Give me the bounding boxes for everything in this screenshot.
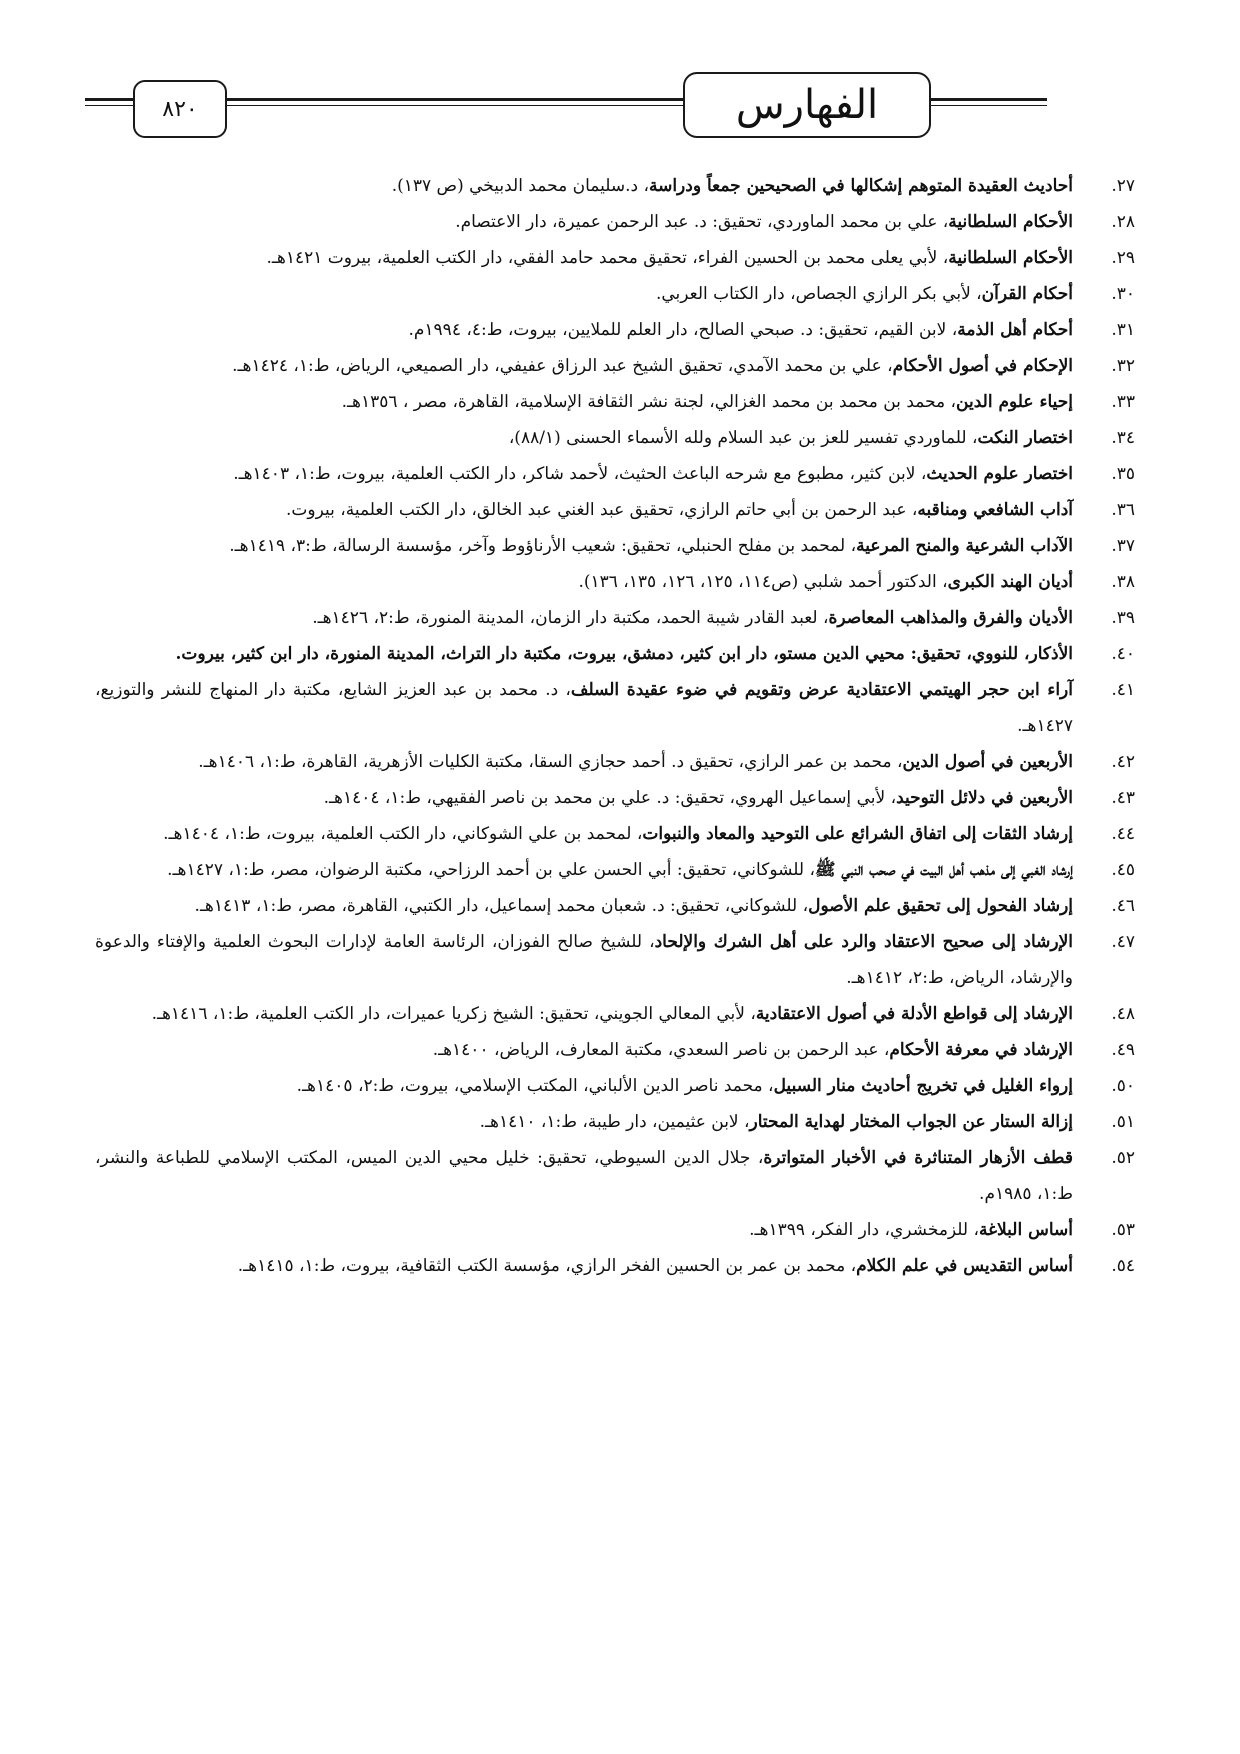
entry-title: الأحكام السلطانية [948, 212, 1073, 232]
entry-number: ٣٤. [1111, 428, 1135, 448]
entry-title: الأذكار، للنووي، تحقيق: محيي الدين مستو، دار ابن كثير، دمشق، بيروت، مكتبة دار التراث، المدينة المنورة، دار ابن كثير، بيروت. [175, 644, 1073, 664]
entry-title: الأحكام السلطانية [948, 248, 1073, 268]
entry-title: آراء ابن حجر الهيتمي الاعتقادية عرض وتقويم في ضوء عقيدة السلف [570, 680, 1073, 700]
entry-number: ٤٠. [1111, 644, 1135, 664]
entry-title: أحكام أهل الذمة [957, 320, 1073, 340]
entry-number: ٢٧. [1111, 176, 1135, 196]
page-number: ٨٢٠ [133, 80, 227, 138]
entry-details: ، د.سليمان محمد الدبيخي (ص ١٣٧). [391, 176, 649, 196]
entry-number: ٣٦. [1111, 500, 1135, 520]
entry-details: ، للشيخ صالح الفوزان، الرئاسة العامة لإدارات البحوث العلمية والإفتاء والدعوة والإرشاد، الرياض، ط:٢، ١٤١٢هـ. [95, 932, 1073, 988]
entry-title: أحاديث العقيدة المتوهم إشكالها في الصحيحين جمعاً ودراسة [648, 176, 1073, 196]
entry-details: ، لأبي المعالي الجويني، تحقيق: الشيخ زكريا عميرات، دار الكتب العلمية، ط:١، ١٤١٦هـ. [151, 1004, 756, 1024]
header-rule-left-inner [85, 105, 133, 106]
entry-number: ٣١. [1111, 320, 1135, 340]
list-item [95, 780, 1135, 816]
entry-number: ٤٤. [1111, 824, 1135, 844]
header-rule-left-outer [85, 98, 133, 101]
list-item [95, 1212, 1135, 1248]
list-item [95, 240, 1135, 276]
entry-text [95, 1212, 1073, 1248]
list-item [95, 1032, 1135, 1068]
list-item [95, 996, 1135, 1032]
entry-details: ، للماوردي تفسير للعز بن عبد السلام ولله الأسماء الحسنى (٨٨/١)، [508, 428, 978, 448]
list-item [95, 636, 1135, 672]
list-item [95, 600, 1135, 636]
entry-number: ٣٨. [1111, 572, 1135, 592]
list-item [95, 816, 1135, 852]
list-item [95, 564, 1135, 600]
entry-number: ٤٥. [1111, 860, 1135, 880]
entry-details: ، لأبي إسماعيل الهروي، تحقيق: د. علي بن محمد بن ناصر الفقيهي، ط:١، ١٤٠٤هـ. [323, 788, 897, 808]
entry-text [95, 384, 1073, 420]
entry-details: ، لأبي بكر الرازي الجصاص، دار الكتاب العربي. [655, 284, 982, 304]
header-rule-right-inner [931, 105, 1047, 106]
entry-text [95, 240, 1073, 276]
bibliography-list [95, 168, 1135, 1284]
entry-number: ٤٨. [1111, 1004, 1135, 1024]
entry-details: ، لمحمد بن مفلح الحنبلي، تحقيق: شعيب الأرناؤوط وآخر، مؤسسة الرسالة، ط:٣، ١٤١٩هـ. [229, 536, 857, 556]
entry-details: ، للشوكاني، تحقيق: د. شعبان محمد إسماعيل، دار الكتبي، القاهرة، مصر، ط:١، ١٤١٣هـ. [194, 896, 809, 916]
entry-text [95, 1140, 1073, 1212]
entry-text [95, 1068, 1073, 1104]
entry-title: إرشاد الفحول إلى تحقيق علم الأصول [808, 896, 1073, 916]
entry-details: ، لأبي يعلى محمد بن الحسين الفراء، تحقيق محمد حامد الفقي، دار الكتب العلمية، بيروت ١٤٢١هـ. [266, 248, 949, 268]
entry-details: ، للشوكاني، تحقيق: أبي الحسن علي بن أحمد الرزاحي، مكتبة الرضوان، مصر، ط:١، ١٤٢٧هـ. [167, 860, 815, 880]
entry-title: الإرشاد إلى صحيح الاعتقاد والرد على أهل الشرك والإلحاد [654, 932, 1073, 952]
entry-number: ٤٣. [1111, 788, 1135, 808]
entry-text [95, 1104, 1073, 1140]
entry-details: ، محمد ناصر الدين الألباني، المكتب الإسلامي، بيروت، ط:٢، ١٤٠٥هـ. [296, 1076, 774, 1096]
entry-text [95, 888, 1073, 924]
list-item [95, 1068, 1135, 1104]
entry-title: أساس التقديس في علم الكلام [856, 1256, 1073, 1276]
entry-title: إرواء الغليل في تخريج أحاديث منار السبيل [773, 1076, 1073, 1096]
entry-title: الإحكام في أصول الأحكام [892, 356, 1073, 376]
list-item [95, 420, 1135, 456]
entry-title: أساس البلاغة [979, 1220, 1073, 1240]
entry-details: ، جلال الدين السيوطي، تحقيق: خليل محيي الدين الميس، المكتب الإسلامي للطباعة والنشر، ط:١، ١٩٨٥م. [95, 1148, 1073, 1204]
entry-number: ٥٣. [1111, 1220, 1135, 1240]
entry-title: اختصار علوم الحديث [926, 464, 1073, 484]
entry-details: ، محمد بن عمر بن الحسين الفخر الرازي، مؤسسة الكتب الثقافية، بيروت، ط:١، ١٤١٥هـ. [237, 1256, 857, 1276]
entry-title: إرشاد الغبي إلى مذهب أهل البيت في صحب النبي ﷺ [814, 860, 1073, 880]
entry-text [95, 492, 1073, 528]
entry-text [95, 564, 1073, 600]
list-item [95, 1104, 1135, 1140]
entry-text [95, 924, 1073, 996]
entry-text [95, 1248, 1073, 1284]
entry-title: اختصار النكت [977, 428, 1073, 448]
entry-number: ٣٢. [1111, 356, 1135, 376]
entry-number: ٥١. [1111, 1112, 1135, 1132]
header-rule-middle-outer [227, 98, 683, 101]
entry-title: آداب الشافعي ومناقبه [917, 500, 1073, 520]
list-item [95, 312, 1135, 348]
entry-text [95, 528, 1073, 564]
entry-details: ، محمد بن عمر الرازي، تحقيق د. أحمد حجازي السقا، مكتبة الكليات الأزهرية، القاهرة، ط:١، ١٤٠٦هـ. [198, 752, 903, 772]
page-header [0, 72, 1240, 162]
entry-details: ، د. محمد بن عبد العزيز الشايع، مكتبة دار المنهاج للنشر والتوزيع، ١٤٢٧هـ. [95, 680, 1073, 736]
list-item [95, 924, 1135, 996]
entry-number: ٤٩. [1111, 1040, 1135, 1060]
entry-text [95, 1032, 1073, 1068]
entry-details: ، لمحمد بن علي الشوكاني، دار الكتب العلمية، بيروت، ط:١، ١٤٠٤هـ. [163, 824, 643, 844]
entry-details: ، الدكتور أحمد شلبي (ص١١٤، ١٢٥، ١٢٦، ١٣٥، ١٣٦). [578, 572, 948, 592]
entry-text [95, 672, 1073, 744]
list-item [95, 348, 1135, 384]
entry-details: ، محمد بن محمد بن محمد الغزالي، لجنة نشر الثقافة الإسلامية، القاهرة، مصر ، ١٣٥٦هـ. [341, 392, 957, 412]
entry-details: ، عبد الرحمن بن أبي حاتم الرازي، تحقيق عبد الغني عبد الخالق، دار الكتب العلمية، بيروت. [285, 500, 918, 520]
entry-text [95, 312, 1073, 348]
entry-number: ٣٥. [1111, 464, 1135, 484]
entry-number: ٤١. [1111, 680, 1135, 700]
entry-title: الإرشاد في معرفة الأحكام [889, 1040, 1073, 1060]
entry-text [95, 996, 1073, 1032]
entry-title: الأربعين في أصول الدين [902, 752, 1073, 772]
list-item [95, 276, 1135, 312]
list-item [95, 528, 1135, 564]
entry-number: ٢٩. [1111, 248, 1135, 268]
entry-number: ٢٨. [1111, 212, 1135, 232]
list-item [95, 384, 1135, 420]
entry-number: ٤٧. [1111, 932, 1135, 952]
entry-number: ٥٠. [1111, 1076, 1135, 1096]
list-item [95, 1140, 1135, 1212]
entry-title: إرشاد الثقات إلى اتفاق الشرائع على التوحيد والمعاد والنبوات [642, 824, 1073, 844]
entry-text [95, 420, 1073, 456]
list-item [95, 492, 1135, 528]
list-item [95, 744, 1135, 780]
entry-text [95, 852, 1073, 888]
list-item [95, 456, 1135, 492]
entry-number: ٣٩. [1111, 608, 1135, 628]
entry-details: ، لعبد القادر شيبة الحمد، مكتبة دار الزمان، المدينة المنورة، ط:٢، ١٤٢٦هـ. [312, 608, 829, 628]
list-item [95, 852, 1135, 888]
header-rule-right-outer [931, 98, 1047, 101]
entry-title: قطف الأزهار المتناثرة في الأخبار المتواترة [763, 1148, 1073, 1168]
entry-details: ، لابن القيم، تحقيق: د. صبحي الصالح، دار العلم للملايين، بيروت، ط:٤، ١٩٩٤م. [408, 320, 958, 340]
entry-number: ٤٦. [1111, 896, 1135, 916]
entry-text [95, 816, 1073, 852]
entry-number: ٥٤. [1111, 1256, 1135, 1276]
entry-title: إزالة الستار عن الجواب المختار لهداية المحتار [749, 1112, 1073, 1132]
list-item [95, 1248, 1135, 1284]
entry-text [95, 780, 1073, 816]
entry-number: ٥٢. [1111, 1148, 1135, 1168]
list-item [95, 888, 1135, 924]
entry-title: الأربعين في دلائل التوحيد [896, 788, 1073, 808]
entry-title: الإرشاد إلى قواطع الأدلة في أصول الاعتقادية [755, 1004, 1073, 1024]
list-item [95, 168, 1135, 204]
entry-text [95, 636, 1073, 672]
entry-text [95, 168, 1073, 204]
entry-details: ، عبد الرحمن بن ناصر السعدي، مكتبة المعارف، الرياض، ١٤٠٠هـ. [432, 1040, 890, 1060]
entry-details: ، لابن كثير، مطبوع مع شرحه الباعث الحثيث، لأحمد شاكر، دار الكتب العلمية، بيروت، ط:١، ١٤٠٣هـ. [233, 464, 927, 484]
header-rule-middle-inner [227, 105, 683, 106]
entry-number: ٤٢. [1111, 752, 1135, 772]
entry-title: الآداب الشرعية والمنح المرعية [856, 536, 1073, 556]
entry-title: إحياء علوم الدين [956, 392, 1073, 412]
entry-title: أحكام القرآن [981, 284, 1073, 304]
entry-text [95, 276, 1073, 312]
entry-title: الأديان والفرق والمذاهب المعاصرة [828, 608, 1073, 628]
entry-number: ٣٧. [1111, 536, 1135, 556]
entry-text [95, 600, 1073, 636]
entry-title: أديان الهند الكبرى [947, 572, 1073, 592]
entry-text [95, 456, 1073, 492]
entry-text [95, 348, 1073, 384]
entry-number: ٣٣. [1111, 392, 1135, 412]
entry-text [95, 744, 1073, 780]
list-item [95, 204, 1135, 240]
entry-number: ٣٠. [1111, 284, 1135, 304]
entry-details: ، لابن عثيمين، دار طيبة، ط:١، ١٤١٠هـ. [479, 1112, 750, 1132]
entry-details: ، للزمخشري، دار الفكر، ١٣٩٩هـ. [749, 1220, 979, 1240]
entry-text [95, 204, 1073, 240]
entry-details: ، علي بن محمد الماوردي، تحقيق: د. عبد الرحمن عميرة، دار الاعتصام. [455, 212, 949, 232]
entry-details: ، علي بن محمد الآمدي، تحقيق الشيخ عبد الرزاق عفيفي، دار الصميعي، الرياض، ط:١، ١٤٢٤هـ. [232, 356, 893, 376]
list-item [95, 672, 1135, 744]
page-title: الفهارس [683, 72, 931, 138]
